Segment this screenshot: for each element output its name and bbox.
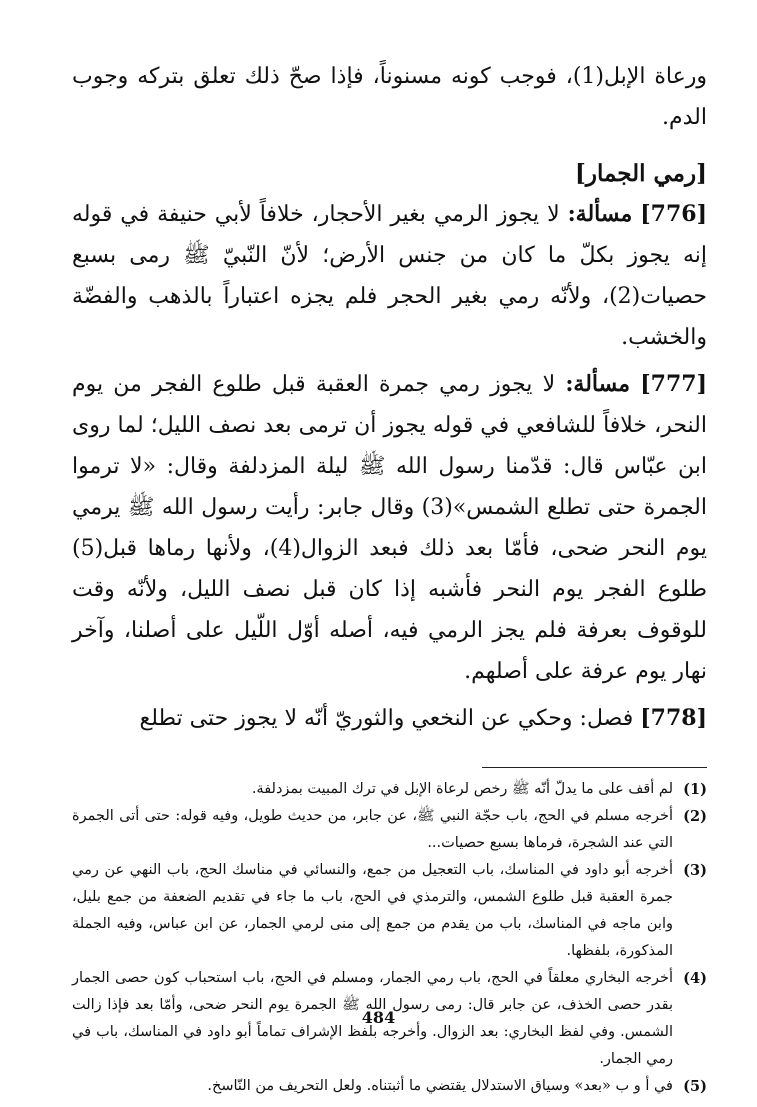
footnote-label: (1) xyxy=(683,781,707,798)
page-content xyxy=(72,56,707,1100)
footnote-text: في أ و ب «بعد» وسياق الاستدلال يقتضي ما أثبتناه. ولعل التحريف من النّاسخ. xyxy=(207,1078,673,1094)
footnote-text: لم أقف على ما يدلّ أنّه ﷺ رخص لرعاة الإبل في ترك المبيت بمزدلفة. xyxy=(251,781,673,797)
issue-term: فصل: xyxy=(579,706,634,731)
footnote-label: (3) xyxy=(683,862,707,879)
footnote xyxy=(72,803,707,857)
issue-number: [776] xyxy=(640,201,708,227)
issue-term: مسألة: xyxy=(567,201,633,227)
masala-777 xyxy=(72,364,707,692)
issue-number: [778] xyxy=(640,705,707,731)
footnote-label: (4) xyxy=(683,970,707,987)
masala-776 xyxy=(72,194,707,358)
footnote xyxy=(72,776,707,803)
footnote-text: أخرجه أبو داود في المناسك، باب التعجيل من جمع، والنسائي في مناسك الحج، باب النهي عن رمي جمرة العقبة قبل طلوع الشمس، والترمذي في الحج، باب ما جاء في تقديم الضعفة من جمع بليل، وابن ماجه في المناسك، باب من يقدم من جمع إلى منى لرمي الجمار، عن ابن عباس، وفيه الجملة المذكورة، بلفظها. xyxy=(72,862,673,959)
issue-text: لا يجوز رمي جمرة العقبة قبل طلوع الفجر من يوم النحر، خلافاً للشافعي في قوله يجوز أن ترمى بعد نصف الليل؛ لما روى ابن عبّاس قال: قدّمنا رسول الله ﷺ ليلة المزدلفة وقال: «لا ترموا الجمرة حتى تطلع الشمس»(3) وقال جابر: رأيت رسول الله ﷺ يرمي يوم النحر ضحى، فأمّا بعد ذلك فبعد الزوال(4)، ولأنها رماها قبل(5) طلوع الفجر يوم النحر فأشبه إذا كان قبل نصف الليل، ولأنّه وقت للوقوف بعرفة فلم يجز الرمي فيه، أصله أوّل اللّيل على أصلنا، وآخر نهار يوم عرفة على أصلهم. xyxy=(72,372,708,684)
footnote-text: أخرجه مسلم في الحج، باب حجّة النبي ﷺ، عن جابر، من حديث طويل، وفيه قوله: حتى أتى الجمرة التي عند الشجرة، فرماها بسبع حصيات... xyxy=(72,808,673,851)
fasl-778 xyxy=(72,698,707,739)
footnote xyxy=(72,1073,707,1100)
page-number: 484 xyxy=(361,1008,396,1027)
footnote-label: (5) xyxy=(683,1078,707,1095)
issue-term: مسألة: xyxy=(565,371,631,397)
footnote-text: أخرجه البخاري معلقاً في الحج، باب رمي الجمار، ومسلم في الحج، باب استحباب كون حصى الجمار بقدر حصى الخذف، عن جابر قال: رمى رسول الله ﷺ الجمرة يوم النحر ضحى، وأمّا بعد فإذا زالت الشمس. وفي لفظ البخاري: بعد الزوال. وأخرجه بلفظ الإشراف تماماً أبو داود في المناسك، باب في رمي الجمار. xyxy=(72,970,673,1067)
footnote xyxy=(72,857,707,965)
footnote-label: (2) xyxy=(683,808,707,825)
main-text xyxy=(72,56,707,739)
footnotes xyxy=(72,776,707,1100)
footnote-divider xyxy=(482,767,707,768)
issue-text: وحكي عن النخعي والثوريّ أنّه لا يجوز حتى تطلع xyxy=(139,706,573,731)
issue-text: لا يجوز الرمي بغير الأحجار، خلافاً لأبي حنيفة في قوله إنه يجوز بكلّ ما كان من جنس الأرض؛ لأنّ النّبيّ ﷺ رمى بسبع حصيات(2)، ولأنّه رمي بغير الحجر فلم يجزه اعتباراً بالذهب والفضّة والخشب. xyxy=(72,202,707,350)
opening-paragraph: ورعاة الإبل(1)، فوجب كونه مسنوناً، فإذا صحّ ذلك تعلق بتركه وجوب الدم. xyxy=(72,64,707,130)
issue-number: [777] xyxy=(640,371,707,397)
section-heading: [رمي الجمار] xyxy=(574,160,707,187)
